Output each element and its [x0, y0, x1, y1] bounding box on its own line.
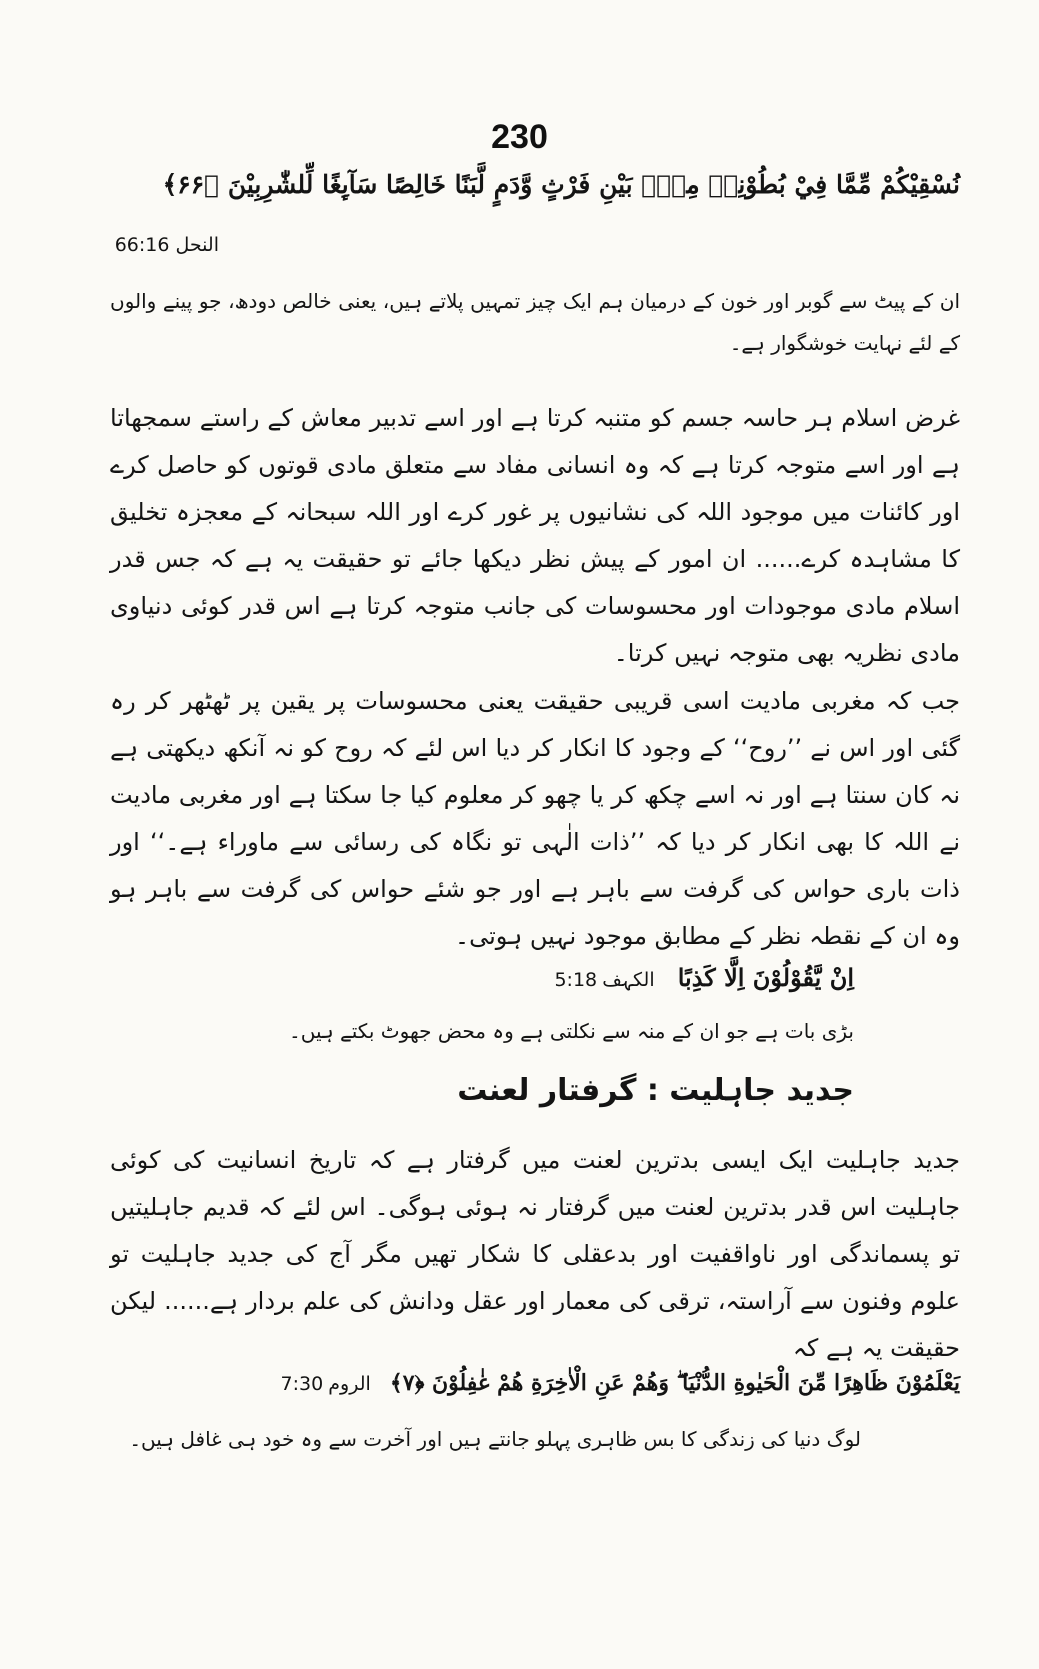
reference-number-3: 7:30	[280, 1373, 324, 1395]
verse-translation-2: بڑی بات ہے جو ان کے منہ سے نکلتی ہے وہ محض جھوٹ بکتے ہیں۔	[289, 1019, 854, 1043]
body-paragraph-2: جب کہ مغربی مادیت اسی قریبی حقیقت یعنی محسوسات پر یقین پر ٹھٹھر کر رہ گئی اور اس نے ’’روح‘‘ کے وجود کا انکار کر دیا اس لئے کہ روح کو نہ آنکھ دیکھتی ہے نہ کان سنتا ہے اور نہ اسے چکھ کر یا چھو کر معلوم کیا جا سکتا ہے اور مغربی مادیت نے اللہ کا بھی انکار کر دیا کہ ’’ذات الٰہی تو نگاہ کی رسائی سے ماوراء ہے۔‘‘ اور ذات باری حواس کی گرفت سے باہر ہے اور جو شئے حواس کی گرفت سے باہر ہو وہ ان کے نقطہ نظر کے مطابق موجود نہیں ہوتی۔	[110, 687, 960, 950]
section-heading: جدید جاہلیت : گرفتار لعنت	[457, 1073, 854, 1108]
quran-verse-3: يَعْلَمُوْنَ ظَاهِرًا مِّنَ الْحَيٰوةِ الدُّنْيَا ۖ وَهُمْ عَنِ الْاٰخِرَةِ هُمْ غٰفِلُوْنَ ﴿۷﴾	[389, 1370, 960, 1396]
reference-surah: النحل	[175, 234, 219, 256]
verse-translation-1: ان کے پیٹ سے گوبر اور خون کے درمیان ہم ایک چیز تمہیں پلاتے ہیں، یعنی خالص دودھ، جو پینے والوں کے لئے نہایت خوشگوار ہے۔	[110, 289, 960, 355]
verse-line-3	[105, 1370, 960, 1396]
reference-surah-3: الروم	[328, 1373, 371, 1395]
reference-number-2: 5:18	[554, 969, 598, 991]
verse-reference-1	[115, 234, 219, 256]
page-number: 230	[491, 118, 548, 156]
quran-verse-2: اِنْ يَّقُوْلُوْنَ اِلَّا كَذِبًا	[677, 963, 854, 992]
body-paragraph-3: جدید جاہلیت ایک ایسی بدترین لعنت میں گرفتار ہے کہ تاریخ انسانیت کی کوئی جاہلیت اس قدر بدترین لعنت میں گرفتار نہ ہوئی ہوگی۔ اس لئے کہ قدیم جاہلیتیں تو پسماندگی اور ناواقفیت اور بدعقلی کا شکار تھیں مگر آج کی جدید جاہلیت تو علوم وفنون سے آراستہ، ترقی کی معمار اور عقل ودانش کی علم بردار ہے...... لیکن حقیقت یہ ہے کہ	[110, 1146, 960, 1362]
verse-translation-3: لوگ دنیا کی زندگی کا بس ظاہری پہلو جانتے ہیں اور آخرت سے وہ خود ہی غافل ہیں۔	[129, 1427, 861, 1451]
reference-number: 66:16	[114, 234, 170, 256]
verse-line-2	[554, 963, 854, 992]
reference-surah-2: الکہف	[602, 969, 655, 991]
quran-verse-1: نُسْقِيْكُمْ مِّمَّا فِيْ بُطُوْنِهٖ مِنْۢ بَيْنِ فَرْثٍ وَّدَمٍ لَّبَنًا خَالِصًا سَآىِٕغًا لِّلشّٰرِبِيْنَ ﴿۶۶﴾	[162, 170, 960, 199]
body-paragraph-1: غرض اسلام ہر حاسہ جسم کو متنبہ کرتا ہے اور اسے تدبیر معاش کے راستے سمجھاتا ہے اور اسے متوجہ کرتا ہے کہ وہ انسانی مفاد سے متعلق مادی قوتوں کو حاصل کرے اور کائنات میں موجود اللہ کی نشانیوں پر غور کرے اور اللہ سبحانہ کے معجزہ تخلیق کا مشاہدہ کرے...... ان امور کے پیش نظر دیکھا جائے تو حقیقت یہ ہے کہ جس قدر اسلام مادی موجودات اور محسوسات کی جانب متوجہ کرتا ہے اس قدر کوئی دنیاوی مادی نظریہ بھی متوجہ نہیں کرتا۔	[110, 404, 960, 667]
